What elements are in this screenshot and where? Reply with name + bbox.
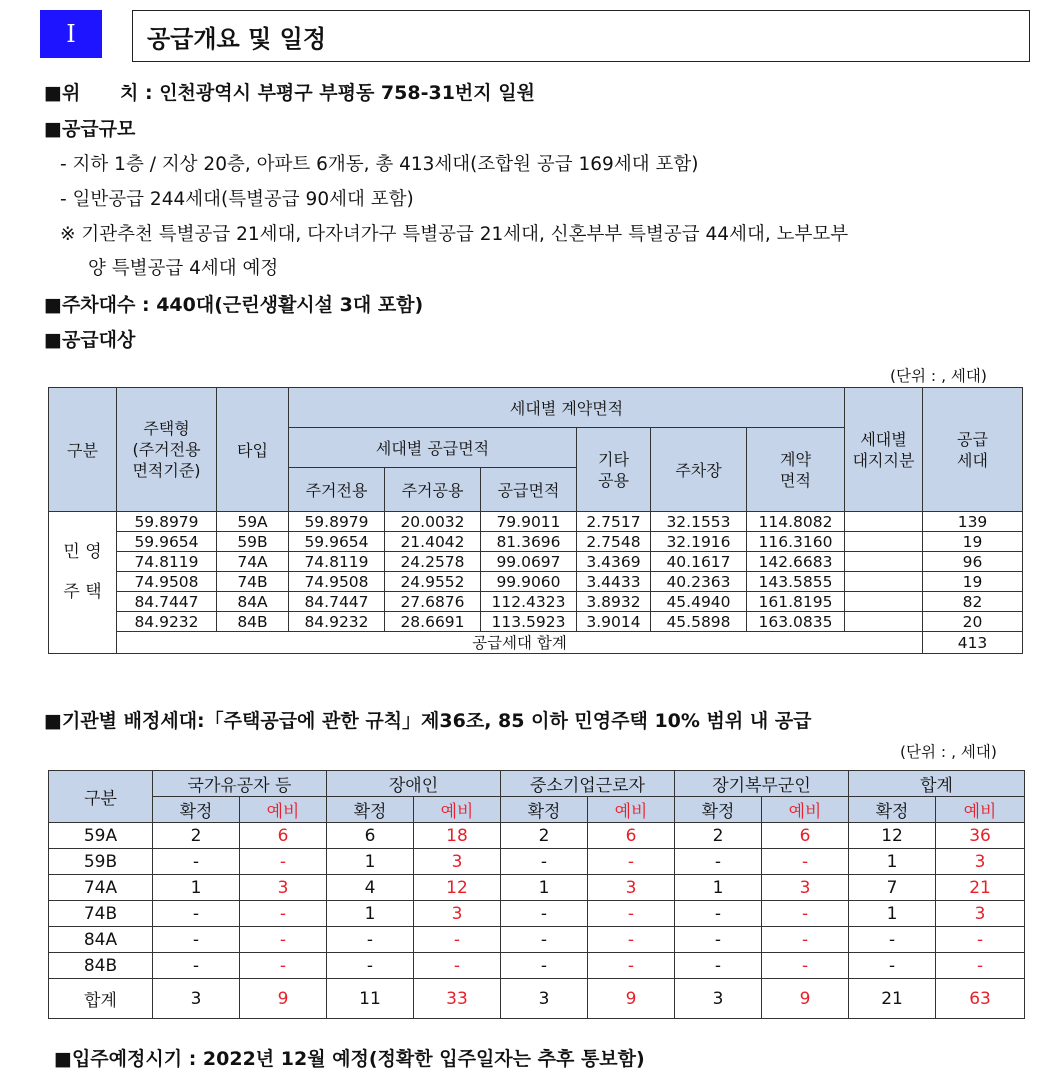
t1-cell: 59A [217, 512, 289, 532]
t1-row [49, 592, 1023, 612]
t2-confirmed-cell: - [675, 849, 762, 875]
t2-reserve-cell: - [240, 901, 327, 927]
t1-total-blank [49, 632, 117, 654]
t1-cell: 84A [217, 592, 289, 612]
t2-confirmed-cell: - [327, 953, 414, 979]
t1-cell: 84B [217, 612, 289, 632]
t1-cell: 161.8195 [747, 592, 845, 612]
t2-reserve-cell: 3 [414, 849, 501, 875]
t1-cell: 142.6683 [747, 552, 845, 572]
t2-reserve-cell: - [762, 927, 849, 953]
t2-header-reserve: 예비 [414, 797, 501, 823]
t1-cell: 19 [923, 532, 1023, 552]
t1-cell [845, 532, 923, 552]
t1-total-value: 413 [923, 632, 1023, 654]
t2-reserve-cell: 36 [936, 823, 1025, 849]
t2-reserve-cell: 33 [414, 979, 501, 1019]
t2-header-confirmed: 확정 [501, 797, 588, 823]
t2-confirmed-cell: 2 [675, 823, 762, 849]
t2-reserve-cell: - [936, 953, 1025, 979]
t2-reserve-cell: - [762, 849, 849, 875]
t1-cell: 96 [923, 552, 1023, 572]
location-line [44, 78, 535, 105]
t1-header-category: 구분 [49, 388, 117, 512]
t1-cell: 81.3696 [481, 532, 577, 552]
t1-row [49, 612, 1023, 632]
t2-confirmed-cell: 1 [327, 849, 414, 875]
location-text: 인천광역시 부평구 부평동 758-31번지 일원 [159, 82, 535, 104]
t1-cell: 45.4940 [651, 592, 747, 612]
t2-reserve-cell: 9 [762, 979, 849, 1019]
t1-category-cell [49, 512, 117, 632]
t2-confirmed-cell: 1 [849, 849, 936, 875]
t1-category-line: 민 영 [63, 541, 102, 562]
t2-row-label: 59B [49, 849, 153, 875]
t1-cell: 19 [923, 572, 1023, 592]
t2-header-group: 국가유공자 등 [153, 771, 327, 797]
t2-header-group: 장기복무군인 [675, 771, 849, 797]
t1-cell: 59.8979 [289, 512, 385, 532]
t2-confirmed-cell: - [153, 953, 240, 979]
t2-reserve-cell: 12 [414, 875, 501, 901]
t2-confirmed-cell: - [501, 849, 588, 875]
t2-confirmed-cell: 3 [153, 979, 240, 1019]
t1-cell: 20.0032 [385, 512, 481, 532]
t1-cell: 24.9552 [385, 572, 481, 592]
t1-cell: 74.8119 [117, 552, 217, 572]
t1-header-house-type: 주택형 (주거전용 면적기준) [117, 388, 217, 512]
t2-header-confirmed: 확정 [327, 797, 414, 823]
t1-row [49, 512, 1023, 532]
t2-reserve-cell: 3 [588, 875, 675, 901]
t2-row [49, 901, 1025, 927]
t1-cell: 28.6691 [385, 612, 481, 632]
t1-cell: 2.7548 [577, 532, 651, 552]
t2-header-reserve: 예비 [240, 797, 327, 823]
t2-confirmed-cell: 3 [501, 979, 588, 1019]
t2-reserve-cell: 9 [588, 979, 675, 1019]
scale-note-cont: 양 특별공급 4세대 예정 [88, 258, 279, 279]
t2-confirmed-cell: 1 [501, 875, 588, 901]
t1-header-units: 공급 세대 [923, 388, 1023, 512]
t2-confirmed-cell: - [327, 927, 414, 953]
t2-row [49, 875, 1025, 901]
t1-row [49, 572, 1023, 592]
t1-header-other-common: 기타 공용 [577, 428, 651, 512]
t1-cell: 59B [217, 532, 289, 552]
t2-confirmed-cell: 1 [327, 901, 414, 927]
t1-cell: 99.0697 [481, 552, 577, 572]
t1-cell: 32.1916 [651, 532, 747, 552]
supply-target-table [48, 387, 1023, 654]
t2-row-label: 84B [49, 953, 153, 979]
t2-row [49, 979, 1025, 1019]
scale-line-1: - 지하 1층 / 지상 20층, 아파트 6개동, 총 413세대(조합원 공급 169세대 포함) [60, 154, 699, 175]
t1-cell: 45.5898 [651, 612, 747, 632]
t2-reserve-cell: - [414, 927, 501, 953]
move-in-line: ■입주예정시기 : 2022년 12월 예정(정확한 입주일자는 추후 통보함) [54, 1048, 645, 1070]
t2-reserve-cell: - [762, 901, 849, 927]
t2-confirmed-cell: 4 [327, 875, 414, 901]
t2-header-confirmed: 확정 [675, 797, 762, 823]
t1-header-type: 타입 [217, 388, 289, 512]
t1-header-contract: 계약 면적 [747, 428, 845, 512]
t1-cell: 2.7517 [577, 512, 651, 532]
t1-cell: 20 [923, 612, 1023, 632]
t2-confirmed-cell: - [675, 953, 762, 979]
t2-confirmed-cell: 11 [327, 979, 414, 1019]
t1-header-supply: 공급면적 [481, 468, 577, 512]
t1-cell [845, 572, 923, 592]
t2-header-confirmed: 확정 [849, 797, 936, 823]
t2-reserve-cell: 3 [414, 901, 501, 927]
t2-header-group: 중소기업근로자 [501, 771, 675, 797]
t1-cell [845, 512, 923, 532]
t2-confirmed-cell: 6 [327, 823, 414, 849]
t2-reserve-cell: 3 [240, 875, 327, 901]
t1-header-contract-area: 세대별 계약면적 [289, 388, 845, 428]
t1-total-label: 공급세대 합계 [117, 632, 923, 654]
t2-reserve-cell: - [588, 953, 675, 979]
t2-confirmed-cell: 2 [153, 823, 240, 849]
location-label: ■위 치 : [44, 82, 160, 104]
t2-row [49, 849, 1025, 875]
t2-reserve-cell: 3 [762, 875, 849, 901]
t1-cell: 74.9508 [289, 572, 385, 592]
t1-cell: 3.4433 [577, 572, 651, 592]
t2-header-reserve: 예비 [936, 797, 1025, 823]
parking-line: ■주차대수 : 440대(근린생활시설 3대 포함) [44, 294, 424, 316]
t2-row [49, 953, 1025, 979]
t1-cell [845, 612, 923, 632]
t1-cell: 112.4323 [481, 592, 577, 612]
t2-confirmed-cell: - [153, 849, 240, 875]
t2-reserve-cell: 18 [414, 823, 501, 849]
t2-confirmed-cell: - [501, 927, 588, 953]
t1-cell: 3.9014 [577, 612, 651, 632]
t2-confirmed-cell: 21 [849, 979, 936, 1019]
t2-confirmed-cell: 7 [849, 875, 936, 901]
t2-header-reserve: 예비 [588, 797, 675, 823]
t2-header-group: 합계 [849, 771, 1025, 797]
t1-cell: 3.8932 [577, 592, 651, 612]
t2-confirmed-cell: 1 [849, 901, 936, 927]
t1-cell: 82 [923, 592, 1023, 612]
t1-cell: 139 [923, 512, 1023, 532]
t1-cell: 27.6876 [385, 592, 481, 612]
t1-cell: 24.2578 [385, 552, 481, 572]
t1-cell: 40.1617 [651, 552, 747, 572]
t1-cell: 59.8979 [117, 512, 217, 532]
t2-confirmed-cell: - [849, 927, 936, 953]
t1-cell [845, 552, 923, 572]
t2-row-label: 59A [49, 823, 153, 849]
t2-reserve-cell: - [588, 849, 675, 875]
t2-header-reserve: 예비 [762, 797, 849, 823]
t2-reserve-cell: - [240, 927, 327, 953]
t1-cell: 74B [217, 572, 289, 592]
t1-cell: 74.9508 [117, 572, 217, 592]
scale-heading: ■공급규모 [44, 118, 136, 140]
target-heading: ■공급대상 [44, 329, 136, 351]
scale-line-2: - 일반공급 244세대(특별공급 90세대 포함) [60, 189, 414, 210]
section-number: Ⅰ [40, 10, 102, 58]
t2-row [49, 823, 1025, 849]
t2-reserve-cell: 6 [762, 823, 849, 849]
t1-cell: 84.9232 [117, 612, 217, 632]
t2-reserve-cell: 9 [240, 979, 327, 1019]
t2-reserve-cell: 21 [936, 875, 1025, 901]
t2-row-label: 합계 [49, 979, 153, 1019]
t2-header-group: 장애인 [327, 771, 501, 797]
t1-cell: 114.8082 [747, 512, 845, 532]
section-title: 공급개요 및 일정 [132, 10, 1030, 62]
t1-cell: 116.3160 [747, 532, 845, 552]
t2-confirmed-cell: - [153, 927, 240, 953]
t2-confirmed-cell: 12 [849, 823, 936, 849]
t2-reserve-cell: 6 [588, 823, 675, 849]
t2-confirmed-cell: - [501, 901, 588, 927]
t1-row [49, 552, 1023, 572]
t1-cell: 59.9654 [289, 532, 385, 552]
t1-cell: 21.4042 [385, 532, 481, 552]
t1-cell: 84.9232 [289, 612, 385, 632]
t2-reserve-cell: - [240, 849, 327, 875]
t2-confirmed-cell: - [675, 927, 762, 953]
t2-reserve-cell: - [588, 927, 675, 953]
t2-reserve-cell: - [240, 953, 327, 979]
scale-note: ※ 기관추천 특별공급 21세대, 다자녀가구 특별공급 21세대, 신혼부부 특별공급 44세대, 노부모부 [60, 224, 849, 245]
agency-allocation-table [48, 770, 1025, 1019]
t1-cell: 59.9654 [117, 532, 217, 552]
t2-header-category: 구분 [49, 771, 153, 823]
t2-reserve-cell: - [588, 901, 675, 927]
t1-cell: 79.9011 [481, 512, 577, 532]
t2-confirmed-cell: 1 [675, 875, 762, 901]
t2-confirmed-cell: - [675, 901, 762, 927]
t2-confirmed-cell: - [501, 953, 588, 979]
t1-cell [845, 592, 923, 612]
t2-row-label: 74A [49, 875, 153, 901]
t2-confirmed-cell: 2 [501, 823, 588, 849]
t1-cell: 40.2363 [651, 572, 747, 592]
t1-cell: 3.4369 [577, 552, 651, 572]
section-header [40, 10, 1030, 62]
t2-row-label: 84A [49, 927, 153, 953]
t1-cell: 84.7447 [117, 592, 217, 612]
t2-row [49, 927, 1025, 953]
unit-label-1: (단위 : , 세대) [890, 367, 987, 385]
t1-header-exclusive: 주거전용 [289, 468, 385, 512]
t1-header-land-share: 세대별 대지지분 [845, 388, 923, 512]
t2-confirmed-cell: - [153, 901, 240, 927]
t2-reserve-cell: - [414, 953, 501, 979]
t2-reserve-cell: - [936, 927, 1025, 953]
t2-reserve-cell: - [762, 953, 849, 979]
t2-confirmed-cell: 1 [153, 875, 240, 901]
t1-cell: 74A [217, 552, 289, 572]
t1-cell: 32.1553 [651, 512, 747, 532]
t2-reserve-cell: 3 [936, 901, 1025, 927]
t2-confirmed-cell: - [849, 953, 936, 979]
t1-cell: 84.7447 [289, 592, 385, 612]
t2-reserve-cell: 6 [240, 823, 327, 849]
t1-cell: 74.8119 [289, 552, 385, 572]
t1-cell: 99.9060 [481, 572, 577, 592]
t1-cell: 163.0835 [747, 612, 845, 632]
t1-category-line: 주 택 [63, 581, 102, 602]
t1-cell: 143.5855 [747, 572, 845, 592]
agency-heading: ■기관별 배정세대:「주택공급에 관한 규칙」제36조, 85 이하 민영주택 10% 범위 내 공급 [44, 710, 812, 732]
t1-header-parking: 주차장 [651, 428, 747, 512]
t2-header-confirmed: 확정 [153, 797, 240, 823]
t1-cell: 113.5923 [481, 612, 577, 632]
unit-label-2: (단위 : , 세대) [900, 743, 997, 761]
t2-reserve-cell: 3 [936, 849, 1025, 875]
t2-row-label: 74B [49, 901, 153, 927]
t1-header-common: 주거공용 [385, 468, 481, 512]
t2-confirmed-cell: 3 [675, 979, 762, 1019]
t1-header-supply-area: 세대별 공급면적 [289, 428, 577, 468]
t2-reserve-cell: 63 [936, 979, 1025, 1019]
t1-row [49, 532, 1023, 552]
